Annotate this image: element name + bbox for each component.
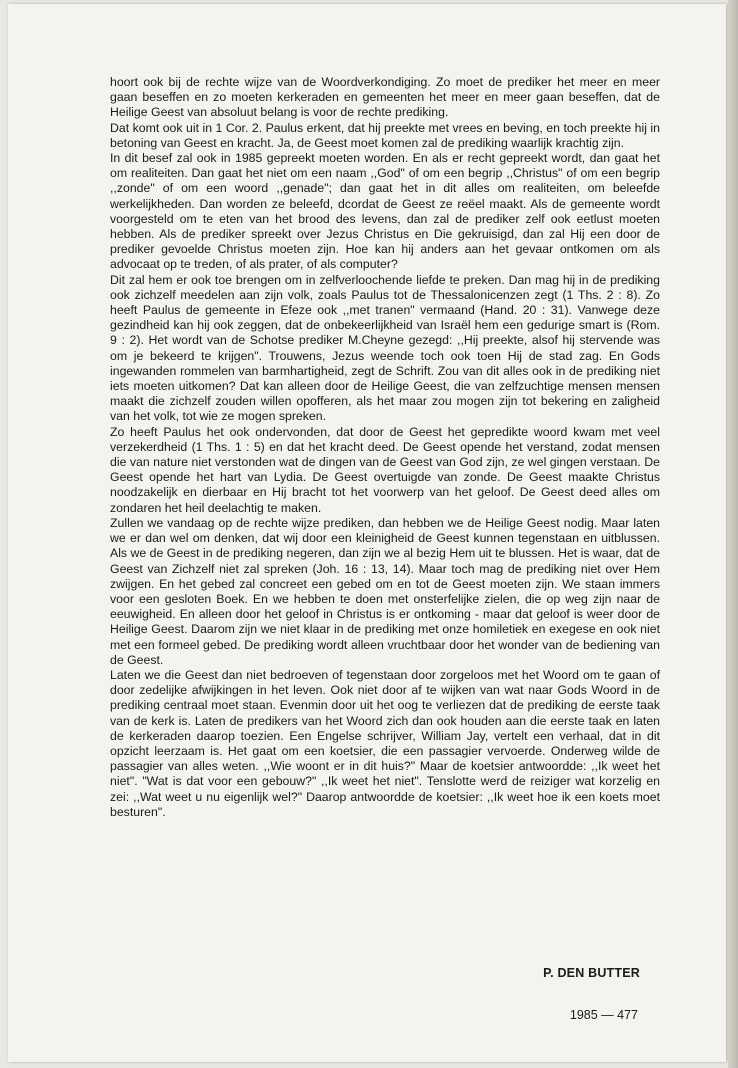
page-sheet [8,4,726,1062]
paragraph-3: In dit besef zal ook in 1985 gepreekt moeten worden. En als er recht gepreekt wordt, dan gaat het om realiteiten. Dan gaat het niet om een naam ,,God" of om een begrip ,,Christus" of om een begrip ,,zonde" of om een woord ,,genade"; dan gaat het in dit alles om realiteiten, om beleefde werkelijkheden. Dan worden ze beleefd, dcordat de Geest ze reëel maakt. Als de gemeente wordt voorgesteld om te eten van het brood des levens, dan zal de prediker zelf ook eetlust moeten hebben. Als de prediker spreekt over Jezus Christus en Die gekruisigd, dan zal Hij een door de prediker gevoelde Christus moeten zijn. Hoe kan hij anders aan het gevaar ontkomen om als advocaat op te treden, of als prater, of als computer? [110,151,660,272]
paragraph-6: Zullen we vandaag op de rechte wijze prediken, dan hebben we de Heilige Geest nodig. Maar laten we er dan wel om denken, dat wij door een kleinigheid de Geest kunnen tegenstaan en uitblussen. Als we de Geest in de prediking negeren, dan zijn we al bezig Hem uit te blussen. Het is waar, dat de Geest van Zichzelf niet zal spreken (Joh. 16 : 13, 14). Maar toch mag de prediking niet over Hem zwijgen. En het gebed zal concreet een gebed om en tot de Geest moeten zijn. We staan immers voor een gesloten Boek. En we hebben te doen met onsterfelijke zielen, die op weg zijn naar de eeuwigheid. En alleen door het geloof in Christus is er ontkoming - maar dat geloof is weer door de Heilige Geest. Daarom zijn we niet klaar in de prediking met onze homiletiek en exegese en ook niet met een formeel gebed. De prediking wordt alleen vruchtbaar door het wonder van de bediening van de Geest. [110,515,660,667]
paragraph-1: hoort ook bij de rechte wijze van de Woordverkondiging. Zo moet de prediker het meer en meer gaan beseffen en zo moeten kerkeraden en gemeenten het meer en meer gaan beseffen, dat de Heilige Geest van absoluut belang is voor de rechte prediking. [110,75,660,120]
paragraph-5: Zo heeft Paulus het ook ondervonden, dat door de Geest het gepredikte woord kwam met veel verzekerdheid (1 Ths. 1 : 5) en dat het kracht deed. De Geest opende het verstand, zodat mensen die van nature niet verstonden wat de dingen van de Geest van God zijn, ze wel gingen verstaan. De Geest opende het hart van Lydia. De Geest overtuigde van zonde. De Geest maakte Christus noodzakelijk en dierbaar en Hij bracht tot het voorwerp van het geloof. De Geest deed alles om zondaren het heil deelachtig te maken. [110,424,660,515]
page-number: 1985 — 477 [569,1008,638,1022]
author-signature: P. DEN BUTTER [543,966,640,980]
article-body [110,75,660,820]
page-edge-shadow [728,0,738,1068]
paragraph-4: Dit zal hem er ook toe brengen om in zelfverloochende liefde te preken. Dan mag hij in de prediking ook zichzelf meedelen aan zijn volk, zoals Paulus tot de Thessalonicenzen zegt (1 Ths. 2 : 8). Zo heeft Paulus de gemeente in Efeze ook ,,met tranen" vermaand (Hand. 20 : 31). Vanwege deze gezindheid kan hij ook zeggen, dat de onbekeerlijkheid van Israël hem een gedurige smart is (Rom. 9 : 2). Het wordt van de Schotse prediker M.Cheyne gezegd: ,,Hij preekte, alsof hij stervende was om je bekeerd te krijgen". Trouwens, Jezus weende toch ook toen Hij de stad zag. En Gods ingewanden rommelen van barmhartigheid, zegt de Schrift. Zou van dit alles ook in de prediking niet iets moeten uitkomen? Dat kan alleen door de Heilige Geest, die van zelfzuchtige mensen mensen maakt die zichzelf zouden willen opofferen, als het maar zou mogen zijn tot bekering en zaligheid van het volk, tot wie ze mogen spreken. [110,272,660,424]
paragraph-7: Laten we die Geest dan niet bedroeven of tegenstaan door zorgeloos met het Woord om te gaan of door zedelijke afwijkingen in het leven. Ook niet door af te wijken van wat naar Gods Woord in de prediking centraal moet staan. Evenmin door uit het oog te verliezen dat de prediking de eerste taak van de kerk is. Laten de predikers van het Woord zich dan ook houden aan die eerste taak en laten de kerkeraden daarop toezien. Een Engelse schrijver, William Jay, vertelt een verhaal, dat in dit opzicht leerzaam is. Het gaat om een koetsier, die een passagier vervoerde. Onderweg wilde de passagier van alles weten. ,,Wie woont er in dit huis?" Maar de koetsier antwoordde: ,,Ik weet het niet". "Wat is dat voor een gebouw?" ,,Ik weet het niet". Tenslotte werd de reiziger wat korzelig en zei: ,,Wat weet u nu eigenlijk wel?" Daarop antwoordde de koetsier: ,,Ik weet hoe ik een koets moet besturen". [110,667,660,819]
paragraph-2: Dat komt ook uit in 1 Cor. 2. Paulus erkent, dat hij preekte met vrees en beving, en toch preekte hij in betoning van Geest en kracht. Ja, de Geest moet komen zal de prediking waarlijk krachtig zijn. [110,120,660,150]
